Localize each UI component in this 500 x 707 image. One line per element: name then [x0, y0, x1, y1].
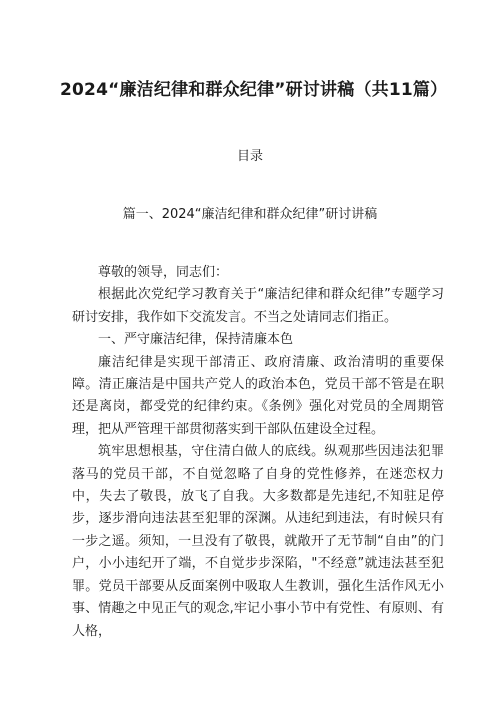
section-heading: 篇一、2024“廉洁纪律和群众纪律”研讨讲稿: [122, 207, 378, 222]
table-of-contents-label: 目录: [236, 149, 263, 164]
paragraph-subheading: 一、严守廉洁纪律，保持清廉本色: [98, 332, 294, 348]
body-text: [72, 262, 444, 643]
paragraph-body: 筑牢思想根基，守住清白做人的底线。纵观那些因违法犯罪落马的党员干部，不自觉忽略了自身的党性修养，在迷恋权力中，失去了敬畏，放飞了自我。大多数都是先违纪,不知驻足停步，逐步滑向违法甚至犯罪的深渊。从违纪到违法，有时候只有一步之遥。须知，一旦没有了敬畏，就敞开了无节制“自由”的门户，小小违纪开了端，不自觉步步深陷，"不经意”就违法甚至犯罪。党员干部要从反面案例中吸取人生教训，强化生活作风无小事、情趣之中见正气的观念,牢记小事小节中有党性、有原则、有人格，: [72, 444, 444, 639]
document-title: 2024“廉洁纪律和群众纪律”研讨讲稿（共11篇）: [60, 80, 448, 100]
paragraph-salutation: 尊敬的领导，同志们：: [98, 265, 229, 280]
paragraph-intro: 根据此次党纪学习教育关于“廉洁纪律和群众纪律”专题学习研讨安排，我作如下交流发言。不当之处请同志们指正。: [72, 287, 444, 325]
paragraph-body: 廉洁纪律是实现干部清正、政府清廉、政治清明的重要保障。清正廉洁是中国共产党人的政治本色，党员干部不管是在职还是离岗，都受党的纪律约束。《条例》强化对党员的全周期管理，把从严管理干部贯彻落实到干部队伍建设全过程。: [72, 354, 444, 437]
